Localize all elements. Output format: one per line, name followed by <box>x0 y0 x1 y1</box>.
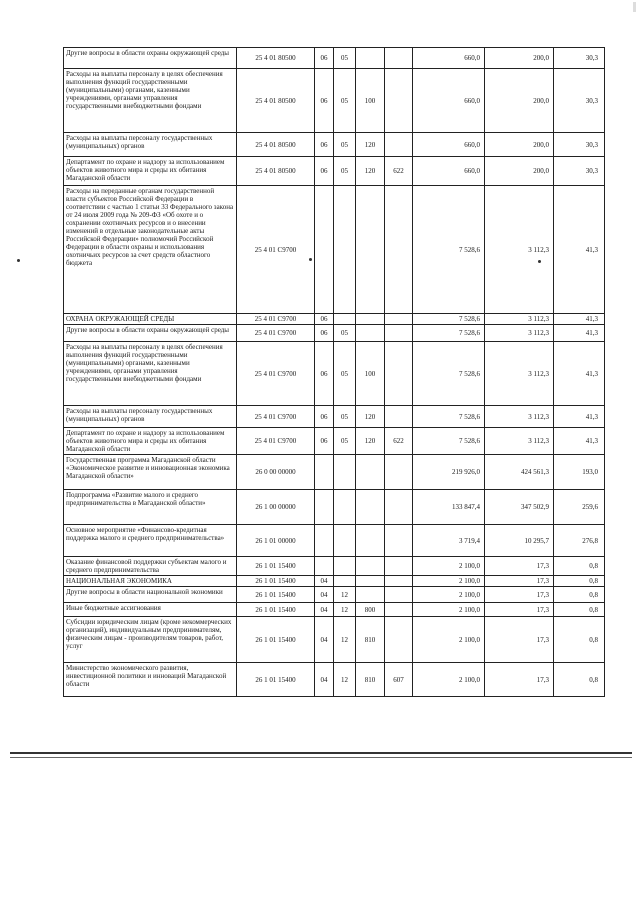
row-code: 26 1 01 15400 <box>237 617 315 663</box>
row-subsection: 12 <box>334 663 356 697</box>
row-name: Субсидии юридическим лицам (кроме некоммерческих организаций), индивидуальным предпринимателям, физическим лицам - производителям товаров, работ, услуг <box>64 617 237 663</box>
row-code: 25 4 01 С9700 <box>237 428 315 455</box>
row-department-code <box>385 490 413 525</box>
row-actual-amount: 347 502,9 <box>485 490 554 525</box>
row-section: 06 <box>315 406 334 428</box>
row-department-code <box>385 455 413 490</box>
row-actual-amount: 3 112,3 <box>485 406 554 428</box>
row-code: 26 1 01 00000 <box>237 525 315 557</box>
row-name: Расходы на выплаты персоналу государственных (муниципальных) органов <box>64 406 237 428</box>
row-department-code <box>385 557 413 576</box>
table-row <box>64 576 605 587</box>
page-rule-thick <box>10 752 632 754</box>
row-department-code <box>385 69 413 133</box>
scan-dot <box>309 258 312 261</box>
page-rule-thin <box>10 757 632 758</box>
row-plan-amount: 7 528,6 <box>413 406 485 428</box>
row-subsection <box>334 455 356 490</box>
row-percent: 41,3 <box>554 325 605 342</box>
row-expense-type: 120 <box>356 406 385 428</box>
table-row <box>64 587 605 603</box>
row-percent: 259,6 <box>554 490 605 525</box>
row-code: 26 1 01 15400 <box>237 663 315 697</box>
row-name: Основное мероприятие «Финансово-кредитная поддержка малого и среднего предпринимательства» <box>64 525 237 557</box>
row-department-code <box>385 406 413 428</box>
row-subsection <box>334 490 356 525</box>
scan-dot <box>538 260 541 263</box>
row-section: 06 <box>315 69 334 133</box>
row-department-code <box>385 576 413 587</box>
row-subsection <box>334 186 356 314</box>
row-percent: 30,3 <box>554 48 605 69</box>
row-actual-amount: 424 561,3 <box>485 455 554 490</box>
row-code: 25 4 01 С9700 <box>237 406 315 428</box>
row-actual-amount: 10 295,7 <box>485 525 554 557</box>
row-name: НАЦИОНАЛЬНАЯ ЭКОНОМИКА <box>64 576 237 587</box>
row-department-code <box>385 314 413 325</box>
row-subsection <box>334 525 356 557</box>
row-department-code: 607 <box>385 663 413 697</box>
row-section: 04 <box>315 617 334 663</box>
row-plan-amount: 2 100,0 <box>413 587 485 603</box>
scan-edge-mark <box>633 2 636 12</box>
row-plan-amount: 7 528,6 <box>413 342 485 406</box>
row-percent: 0,8 <box>554 557 605 576</box>
row-plan-amount: 7 528,6 <box>413 428 485 455</box>
row-actual-amount: 17,3 <box>485 587 554 603</box>
row-percent: 0,8 <box>554 603 605 617</box>
row-name: Расходы на выплаты персоналу государственных (муниципальных) органов <box>64 133 237 157</box>
row-name: Иные бюджетные ассигнования <box>64 603 237 617</box>
table-row <box>64 314 605 325</box>
row-percent: 41,3 <box>554 314 605 325</box>
row-subsection <box>334 576 356 587</box>
table-row <box>64 455 605 490</box>
row-plan-amount: 3 719,4 <box>413 525 485 557</box>
row-percent: 0,8 <box>554 587 605 603</box>
row-department-code <box>385 325 413 342</box>
row-plan-amount: 660,0 <box>413 157 485 186</box>
row-subsection: 05 <box>334 133 356 157</box>
row-section <box>315 557 334 576</box>
row-code: 25 4 01 80500 <box>237 69 315 133</box>
row-name: Расходы на переданные органам государственной власти субъектов Российской Федерации в соответствии с частью 1 статьи 33 Федерального закона от 24 июля 2009 года № 209-ФЗ «Об охоте и о сохранении охотничьих ресурсов и о внесении изменений в отдельные законодательные акты Российской Федерации» полномочий Российской Федерации в области охраны и использования охотничьих ресурсов за счет средств областного бюджета <box>64 186 237 314</box>
row-expense-type: 120 <box>356 428 385 455</box>
row-subsection <box>334 557 356 576</box>
row-percent: 193,0 <box>554 455 605 490</box>
table-row <box>64 525 605 557</box>
row-code: 25 4 01 80500 <box>237 157 315 186</box>
row-subsection: 12 <box>334 587 356 603</box>
row-subsection: 12 <box>334 617 356 663</box>
row-section <box>315 525 334 557</box>
row-name: Департамент по охране и надзору за использованием объектов животного мира и среды их обитания Магаданской области <box>64 428 237 455</box>
row-name: Расходы на выплаты персоналу в целях обеспечения выполнения функций государственными (муниципальными) органами, казенными учреждениями, органами управления государственными внебюджетными фондами <box>64 69 237 133</box>
row-expense-type: 100 <box>356 342 385 406</box>
row-section: 06 <box>315 325 334 342</box>
row-subsection: 05 <box>334 69 356 133</box>
row-name: Оказание финансовой поддержки субъектам малого и среднего предпринимательства <box>64 557 237 576</box>
table-row <box>64 663 605 697</box>
row-percent: 41,3 <box>554 342 605 406</box>
row-code: 26 1 01 15400 <box>237 603 315 617</box>
row-plan-amount: 2 100,0 <box>413 617 485 663</box>
row-department-code <box>385 603 413 617</box>
row-plan-amount: 2 100,0 <box>413 576 485 587</box>
row-section: 04 <box>315 587 334 603</box>
row-percent: 41,3 <box>554 428 605 455</box>
row-department-code: 622 <box>385 428 413 455</box>
row-section: 04 <box>315 663 334 697</box>
row-section: 04 <box>315 603 334 617</box>
row-expense-type <box>356 490 385 525</box>
row-actual-amount: 3 112,3 <box>485 342 554 406</box>
row-name: Другие вопросы в области охраны окружающей среды <box>64 48 237 69</box>
row-subsection: 05 <box>334 342 356 406</box>
row-expense-type: 810 <box>356 663 385 697</box>
table-row <box>64 557 605 576</box>
row-expense-type <box>356 455 385 490</box>
row-plan-amount: 2 100,0 <box>413 603 485 617</box>
row-code: 25 4 01 С9700 <box>237 342 315 406</box>
row-plan-amount: 660,0 <box>413 48 485 69</box>
row-department-code <box>385 617 413 663</box>
row-section: 06 <box>315 342 334 406</box>
row-name: Департамент по охране и надзору за использованием объектов животного мира и среды их обитания Магаданской области <box>64 157 237 186</box>
row-code: 26 1 01 15400 <box>237 576 315 587</box>
row-actual-amount: 200,0 <box>485 69 554 133</box>
row-expense-type <box>356 576 385 587</box>
row-section: 06 <box>315 48 334 69</box>
row-percent: 41,3 <box>554 406 605 428</box>
row-code: 25 4 01 С9700 <box>237 186 315 314</box>
table-row <box>64 342 605 406</box>
row-name: Расходы на выплаты персоналу в целях обеспечения выполнения функций государственными (муниципальными) органами, казенными учреждениями, органами управления государственными внебюджетными фондами <box>64 342 237 406</box>
row-actual-amount: 3 112,3 <box>485 314 554 325</box>
row-percent: 41,3 <box>554 186 605 314</box>
row-section: 06 <box>315 133 334 157</box>
row-subsection <box>334 314 356 325</box>
row-actual-amount: 3 112,3 <box>485 428 554 455</box>
row-actual-amount: 17,3 <box>485 557 554 576</box>
row-expense-type <box>356 525 385 557</box>
row-subsection: 05 <box>334 428 356 455</box>
row-name: Другие вопросы в области охраны окружающей среды <box>64 325 237 342</box>
row-plan-amount: 7 528,6 <box>413 325 485 342</box>
row-code: 26 1 01 15400 <box>237 587 315 603</box>
row-name: Подпрограмма «Развитие малого и среднего предпринимательства в Магаданской области» <box>64 490 237 525</box>
row-section: 06 <box>315 428 334 455</box>
row-department-code <box>385 133 413 157</box>
row-section: 04 <box>315 576 334 587</box>
row-actual-amount: 17,3 <box>485 663 554 697</box>
row-plan-amount: 7 528,6 <box>413 314 485 325</box>
row-expense-type <box>356 314 385 325</box>
row-subsection: 05 <box>334 157 356 186</box>
row-department-code <box>385 525 413 557</box>
row-subsection: 12 <box>334 603 356 617</box>
row-section <box>315 455 334 490</box>
row-actual-amount: 3 112,3 <box>485 186 554 314</box>
row-percent: 30,3 <box>554 69 605 133</box>
table-row <box>64 48 605 69</box>
row-department-code <box>385 186 413 314</box>
row-plan-amount: 660,0 <box>413 133 485 157</box>
row-actual-amount: 17,3 <box>485 603 554 617</box>
row-actual-amount: 3 112,3 <box>485 325 554 342</box>
row-name: ОХРАНА ОКРУЖАЮЩЕЙ СРЕДЫ <box>64 314 237 325</box>
row-department-code: 622 <box>385 157 413 186</box>
table-row <box>64 428 605 455</box>
row-section <box>315 186 334 314</box>
table-row <box>64 406 605 428</box>
row-actual-amount: 200,0 <box>485 157 554 186</box>
row-percent: 30,3 <box>554 133 605 157</box>
row-expense-type <box>356 587 385 603</box>
row-actual-amount: 200,0 <box>485 133 554 157</box>
row-plan-amount: 219 926,0 <box>413 455 485 490</box>
row-code: 26 0 00 00000 <box>237 455 315 490</box>
table-row <box>64 603 605 617</box>
row-code: 25 4 01 80500 <box>237 133 315 157</box>
row-actual-amount: 200,0 <box>485 48 554 69</box>
row-section: 06 <box>315 314 334 325</box>
row-name: Государственная программа Магаданской области «Экономическое развитие и инновационная экономика Магаданской области» <box>64 455 237 490</box>
row-expense-type <box>356 325 385 342</box>
row-subsection: 05 <box>334 325 356 342</box>
budget-table <box>63 47 605 697</box>
row-expense-type: 120 <box>356 157 385 186</box>
row-percent: 0,8 <box>554 663 605 697</box>
row-expense-type: 800 <box>356 603 385 617</box>
row-plan-amount: 2 100,0 <box>413 557 485 576</box>
row-plan-amount: 660,0 <box>413 69 485 133</box>
table-body <box>64 48 605 697</box>
table-row <box>64 325 605 342</box>
row-expense-type <box>356 186 385 314</box>
row-subsection: 05 <box>334 48 356 69</box>
table-row <box>64 186 605 314</box>
table-row <box>64 157 605 186</box>
row-percent: 276,8 <box>554 525 605 557</box>
row-expense-type <box>356 557 385 576</box>
row-code: 26 1 01 15400 <box>237 557 315 576</box>
row-plan-amount: 133 847,4 <box>413 490 485 525</box>
row-expense-type: 100 <box>356 69 385 133</box>
row-actual-amount: 17,3 <box>485 617 554 663</box>
row-plan-amount: 7 528,6 <box>413 186 485 314</box>
row-department-code <box>385 48 413 69</box>
row-code: 25 4 01 С9700 <box>237 314 315 325</box>
table-row <box>64 133 605 157</box>
row-section <box>315 490 334 525</box>
row-percent: 0,8 <box>554 576 605 587</box>
row-code: 25 4 01 С9700 <box>237 325 315 342</box>
table-row <box>64 490 605 525</box>
row-code: 25 4 01 80500 <box>237 48 315 69</box>
table-row <box>64 69 605 133</box>
row-section: 06 <box>315 157 334 186</box>
row-subsection: 05 <box>334 406 356 428</box>
row-expense-type: 810 <box>356 617 385 663</box>
table-row <box>64 617 605 663</box>
scan-dot <box>17 259 20 262</box>
row-plan-amount: 2 100,0 <box>413 663 485 697</box>
row-code: 26 1 00 00000 <box>237 490 315 525</box>
row-expense-type: 120 <box>356 133 385 157</box>
row-department-code <box>385 342 413 406</box>
row-percent: 30,3 <box>554 157 605 186</box>
row-name: Министерство экономического развития, инвестиционной политики и инноваций Магаданской области <box>64 663 237 697</box>
row-department-code <box>385 587 413 603</box>
row-actual-amount: 17,3 <box>485 576 554 587</box>
row-percent: 0,8 <box>554 617 605 663</box>
row-expense-type <box>356 48 385 69</box>
row-name: Другие вопросы в области национальной экономики <box>64 587 237 603</box>
